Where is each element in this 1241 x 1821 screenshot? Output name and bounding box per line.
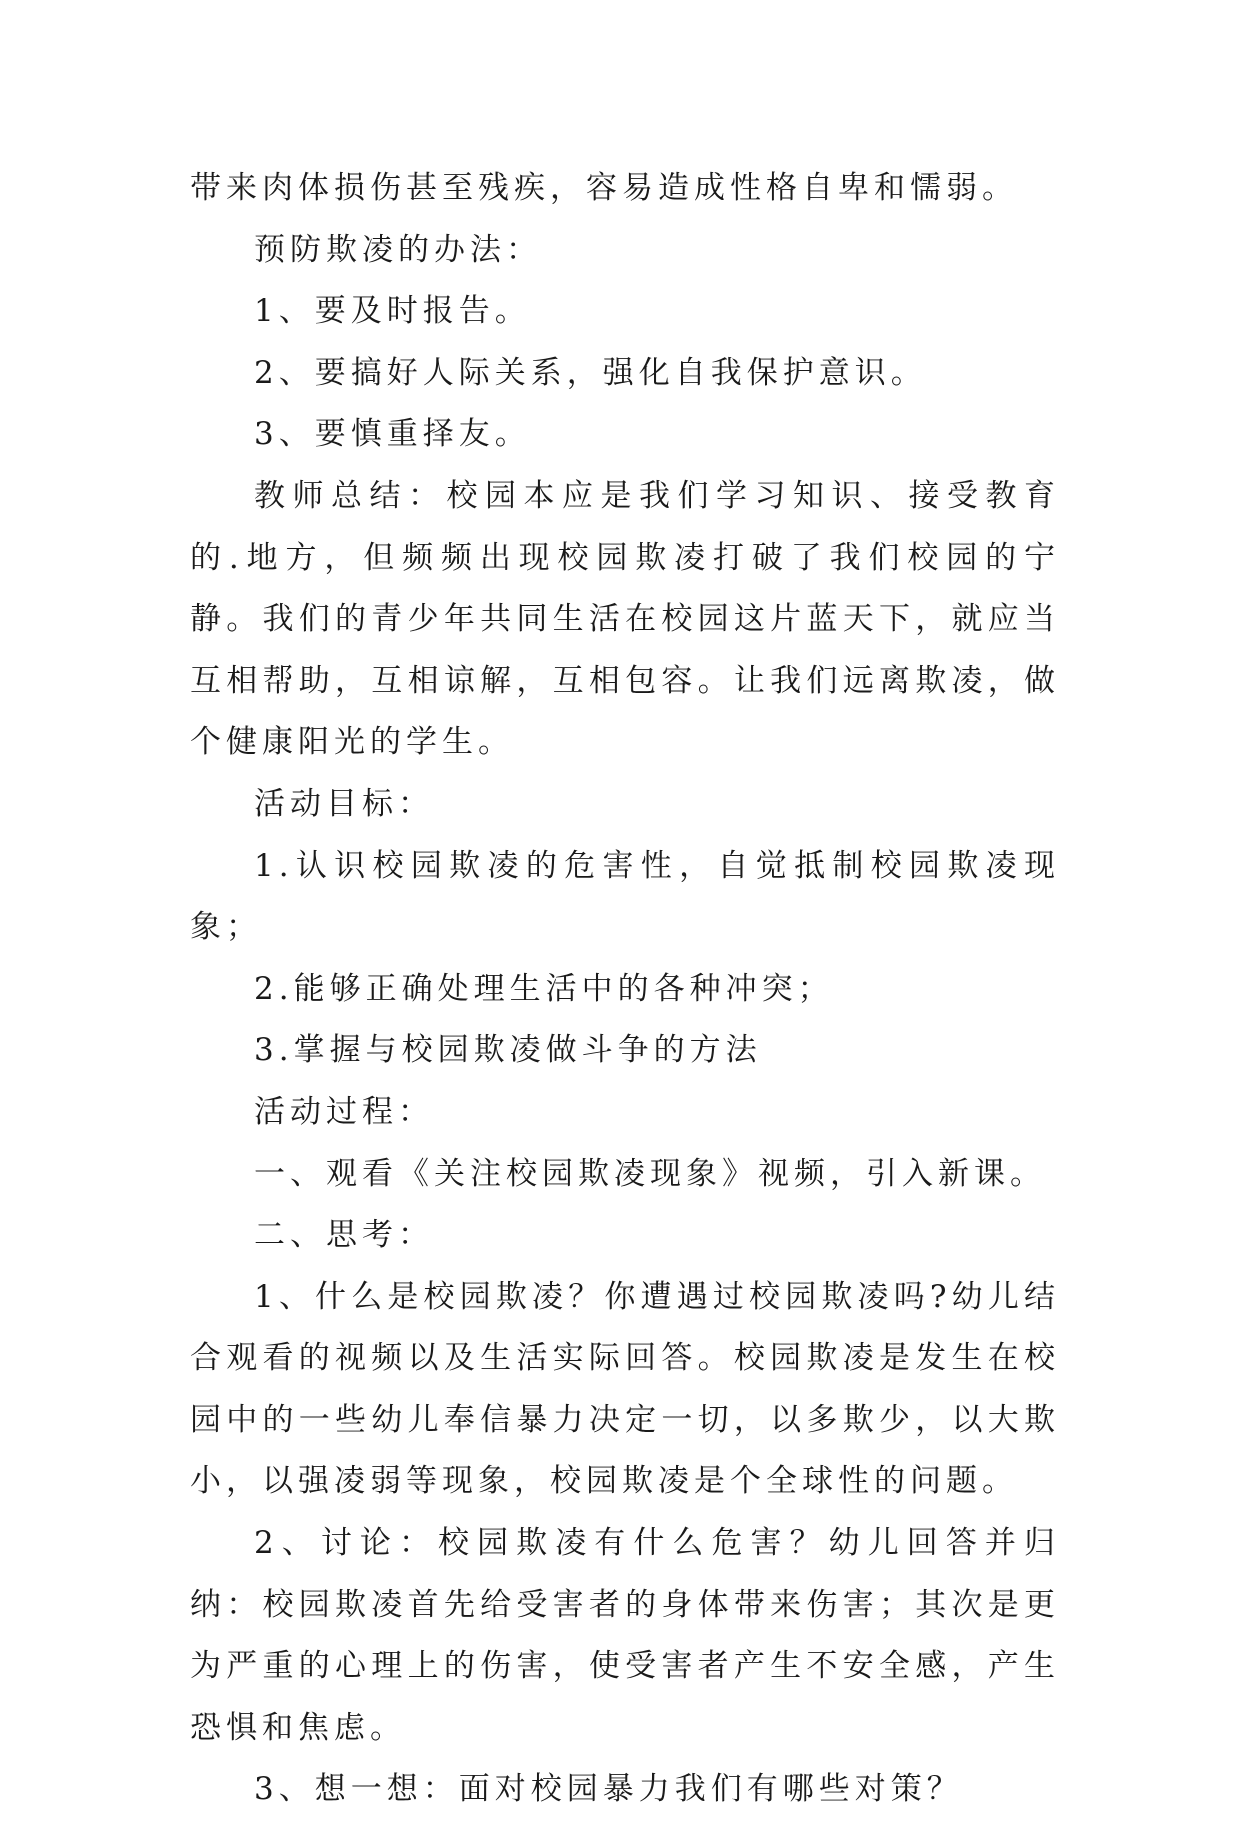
list-item-choose-friends: 3、要慎重择友。: [254, 416, 531, 453]
paragraph-continuation: 带来肉体损伤甚至残疾，容易造成性格自卑和懦弱。: [190, 170, 1018, 206]
list-item-goal-3: 3.掌握与校园欺凌做斗争的方法: [254, 1032, 762, 1069]
list-item-goal-2: 2.能够正确处理生活中的各种冲突；: [254, 970, 834, 1007]
question-countermeasures: 3、想一想：面对校园暴力我们有哪些对策？: [254, 1771, 963, 1808]
question-harms-discussion: 2、讨论：校园欺凌有什么危害？幼儿回答并归纳：校园欺凌首先给受害者的身体带来伤害；其次是更为严重的心理上的伤害，使受害者产生不安全感，产生恐惧和焦虑。: [190, 1525, 1060, 1746]
list-item-relationships: 2、要搞好人际关系，强化自我保护意识。: [254, 354, 927, 391]
heading-activity-process: 活动过程：: [254, 1093, 434, 1130]
paragraph-teacher-summary: 教师总结：校园本应是我们学习知识、接受教育的.地方，但频频出现校园欺凌打破了我们校园的宁静。我们的青少年共同生活在校园这片蓝天下，就应当互相帮助，互相谅解，互相包容。让我们远离欺凌，做个健康阳光的学生。: [190, 477, 1060, 761]
process-step-2: 二、思考：: [254, 1217, 434, 1254]
heading-prevention-methods: 预防欺凌的办法：: [254, 231, 542, 268]
question-what-is-bullying: 1、什么是校园欺凌？你遭遇过校园欺凌吗?幼儿结合观看的视频以及生活实际回答。校园欺凌是发生在校园中的一些幼儿奉信暴力决定一切，以多欺少，以大欺小，以强凌弱等现象，校园欺凌是个全球性的问题。: [190, 1278, 1060, 1500]
list-item-report: 1、要及时报告。: [254, 293, 531, 330]
list-item-goal-1: 1.认识校园欺凌的危害性，自觉抵制校园欺凌现象；: [190, 847, 1060, 946]
heading-activity-goals: 活动目标：: [254, 785, 434, 822]
process-step-1: 一、观看《关注校园欺凌现象》视频，引入新课。: [254, 1155, 1046, 1192]
document-body: [190, 158, 1060, 1821]
